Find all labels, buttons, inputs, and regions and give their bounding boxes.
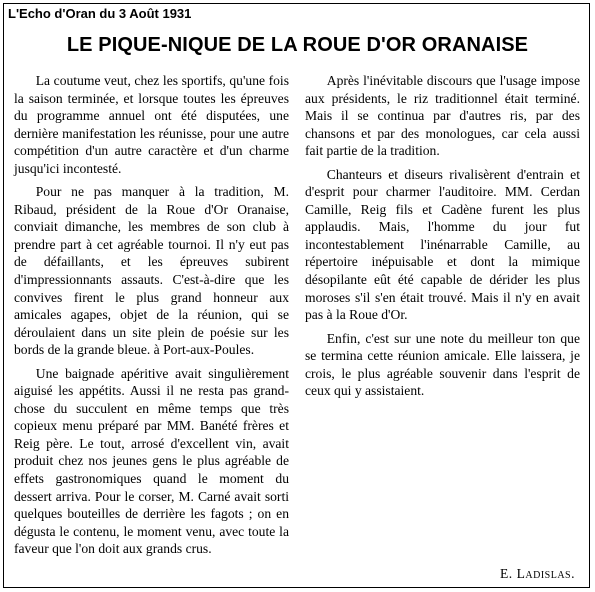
paragraph-4: Après l'inévitable discours que l'usage impose aux présidents, le riz traditionnel était terminé. Mais il se continua par d'autres ris, par des chansons et par des monologues, car cela aussi fait partie de la tradition. xyxy=(305,73,580,159)
paragraph-6: Enfin, c'est sur une note du meilleur ton que se termina cette réunion amicale. Elle laissera, je crois, le plus agréable souvenir dans l'esprit de ceux qui y assistaient. xyxy=(305,330,580,399)
paragraph-2: Pour ne pas manquer à la tradition, M. Ribaud, président de la Roue d'Or Oranaise, conviait dimanche, les membres de son club à prendre part à cet agréable tournoi. Il n'y eut pas de défaillants, et les épreuves subirent d'impressionnants assauts. C'est-à-dire que les convives firent le plus grand honneur aux amicales agapes, objet de la réunion, qui se déroulaient dans un site plein de poésie sur les bords de la grande bleue. à Port-aux-Poules. xyxy=(14,184,289,358)
newspaper-source: L'Echo d'Oran du 3 Août 1931 xyxy=(8,6,192,21)
paragraph-5: Chanteurs et diseurs rivalisèrent d'entrain et d'esprit pour charmer l'auditoire. MM. Cerdan Camille, Reig fils et Cadène furent les plus applaudis. Mais, l'homme du jour fut incontestablement l'inénarrable Camille, au répertoire inépuisable et dont la mimique désopilante eût été capable de dérider les plus moroses s'il s'en était trouvé. Mais il n'y en avait pas à la Roue d'Or. xyxy=(305,166,580,323)
paragraph-3: Une baignade apéritive avait singulièrement aiguisé les appétits. Aussi il ne resta pas grand-chose du succulent en même temps que très copieux menu préparé par MM. Banété frères et Reig père. Le tout, arrosé d'excellent vin, avait produit chez nos jeunes gens le plus agréable de effets gastronomiques quand le moment du dessert arriva. Pour le corser, M. Carné avait sorti quelques bouteilles de derrière les fagots ; on en dégusta le contenu, le moment venu, avec toute la faveur que l'on doit aux grands crus. xyxy=(14,365,289,557)
article-headline: LE PIQUE-NIQUE DE LA ROUE D'OR ORANAISE xyxy=(66,34,529,56)
author-signature: E. Ladislas. xyxy=(499,566,575,581)
article-body xyxy=(14,72,580,572)
paragraph-1: La coutume veut, chez les sportifs, qu'une fois la saison terminée, et lorsque toutes les épreuves du programme annuel ont été disputées, une dernière manifestation les réunisse, pour une autre compétition d'un autre caractère et d'un charme jusqu'ici incontesté. xyxy=(14,73,289,176)
